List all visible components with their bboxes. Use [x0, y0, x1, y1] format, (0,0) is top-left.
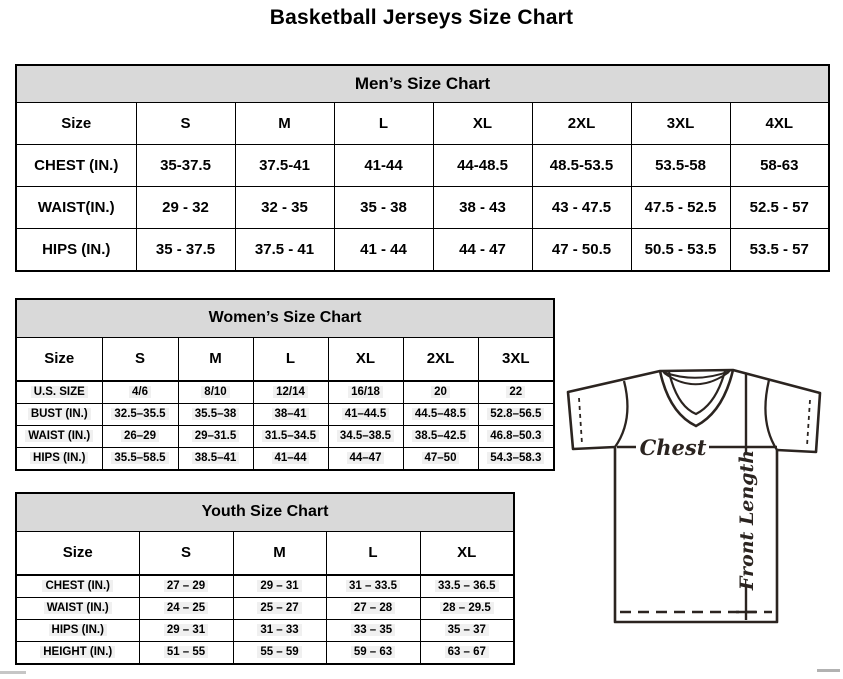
table-cell: 32 - 35 [235, 187, 334, 229]
cell-text: 20 [431, 386, 450, 398]
row-label-text: WAIST (IN.) [44, 602, 112, 614]
column-header: M [235, 103, 334, 145]
cell-text: 46.8–50.3 [487, 430, 544, 442]
womens-table-caption: Women’s Size Chart [16, 299, 554, 338]
table-cell [403, 448, 478, 471]
table-cell: 35 - 37.5 [136, 229, 235, 272]
table-cell [178, 448, 253, 471]
table-cell [139, 575, 233, 598]
table-cell [178, 381, 253, 404]
cell-text: 35.5–38 [192, 408, 240, 420]
cell-text: 26–29 [121, 430, 159, 442]
table-cell [233, 575, 326, 598]
row-label [16, 575, 139, 598]
column-header: 2XL [403, 338, 478, 382]
row-label [16, 642, 139, 665]
column-header: Size [16, 338, 102, 382]
table-cell [233, 642, 326, 665]
cell-text: 27 – 29 [164, 580, 208, 592]
table-cell [253, 426, 328, 448]
column-header: XL [328, 338, 403, 382]
table-cell: 29 - 32 [136, 187, 235, 229]
table-cell: 52.5 - 57 [730, 187, 829, 229]
row-label-text: HEIGHT (IN.) [40, 646, 115, 658]
table-cell [420, 620, 514, 642]
cell-text: 29 – 31 [164, 624, 208, 636]
scrollbar-fragment-left[interactable] [0, 671, 26, 674]
row-label [16, 404, 102, 426]
table-cell [178, 426, 253, 448]
row-label [16, 448, 102, 471]
cell-text: 32.5–35.5 [111, 408, 168, 420]
table-row [16, 448, 554, 471]
table-cell: 53.5-58 [631, 145, 730, 187]
column-header: L [253, 338, 328, 382]
table-cell: 35 - 38 [334, 187, 433, 229]
column-header: XL [420, 532, 514, 576]
cell-text: 25 – 27 [257, 602, 301, 614]
cell-text: 22 [506, 386, 525, 398]
table-cell [139, 598, 233, 620]
cell-text: 51 – 55 [164, 646, 208, 658]
table-row [16, 145, 829, 187]
cell-text: 31 – 33.5 [346, 580, 400, 592]
table-cell [328, 381, 403, 404]
cell-text: 38–41 [272, 408, 310, 420]
cell-text: 52.8–56.5 [487, 408, 544, 420]
youth-size-table [15, 492, 515, 665]
mens-table-caption: Men’s Size Chart [16, 65, 829, 103]
table-cell: 38 - 43 [433, 187, 532, 229]
table-cell [478, 426, 554, 448]
table-cell [102, 426, 178, 448]
table-cell [326, 620, 420, 642]
cell-text: 63 – 67 [445, 646, 489, 658]
cell-text: 8/10 [201, 386, 229, 398]
table-cell [478, 448, 554, 471]
table-cell: 37.5-41 [235, 145, 334, 187]
cell-text: 28 – 29.5 [440, 602, 494, 614]
cell-text: 41–44 [272, 452, 310, 464]
cell-text: 33.5 – 36.5 [435, 580, 499, 592]
table-cell: 41 - 44 [334, 229, 433, 272]
cell-text: 54.3–58.3 [487, 452, 544, 464]
jersey-measurement-diagram [553, 363, 843, 653]
cell-text: 44.5–48.5 [412, 408, 469, 420]
cell-text: 16/18 [348, 386, 383, 398]
table-cell [420, 598, 514, 620]
womens-size-table [15, 298, 555, 471]
column-header: Size [16, 103, 136, 145]
cell-text: 4/6 [129, 386, 151, 398]
table-row [16, 229, 829, 272]
table-cell [326, 642, 420, 665]
row-label: HIPS (IN.) [16, 229, 136, 272]
table-cell [253, 448, 328, 471]
cell-text: 47–50 [422, 452, 460, 464]
table-cell [233, 598, 326, 620]
cell-text: 24 – 25 [164, 602, 208, 614]
table-row [16, 426, 554, 448]
row-label-text: HIPS (IN.) [49, 624, 107, 636]
cell-text: 35 – 37 [445, 624, 489, 636]
scrollbar-fragment-right[interactable] [817, 669, 840, 672]
cell-text: 34.5–38.5 [337, 430, 394, 442]
table-cell [328, 448, 403, 471]
table-cell [478, 381, 554, 404]
table-cell: 35-37.5 [136, 145, 235, 187]
table-cell [102, 381, 178, 404]
table-cell: 44 - 47 [433, 229, 532, 272]
table-cell [233, 620, 326, 642]
table-cell [253, 381, 328, 404]
table-cell: 58-63 [730, 145, 829, 187]
column-header: 2XL [532, 103, 631, 145]
column-header: S [136, 103, 235, 145]
column-header: XL [433, 103, 532, 145]
cell-text: 31 – 33 [257, 624, 301, 636]
cell-text: 12/14 [273, 386, 308, 398]
table-row [16, 642, 514, 665]
table-row [16, 187, 829, 229]
table-cell: 41-44 [334, 145, 433, 187]
row-label-text: U.S. SIZE [31, 386, 88, 398]
cell-text: 29 – 31 [257, 580, 301, 592]
table-row [16, 404, 554, 426]
table-cell [326, 598, 420, 620]
cell-text: 29–31.5 [192, 430, 240, 442]
column-header: L [326, 532, 420, 576]
chest-label: Chest [639, 435, 707, 460]
table-row [16, 381, 554, 404]
table-row [16, 620, 514, 642]
row-label-text: CHEST (IN.) [42, 580, 113, 592]
table-cell: 47.5 - 52.5 [631, 187, 730, 229]
column-header: M [178, 338, 253, 382]
row-label: CHEST (IN.) [16, 145, 136, 187]
table-caption-row [16, 299, 554, 338]
row-label [16, 620, 139, 642]
column-header: M [233, 532, 326, 576]
table-cell [102, 404, 178, 426]
table-cell [328, 426, 403, 448]
table-header-row [16, 532, 514, 576]
table-cell [139, 642, 233, 665]
table-cell: 37.5 - 41 [235, 229, 334, 272]
table-cell [326, 575, 420, 598]
cell-text: 38.5–41 [192, 452, 240, 464]
cell-text: 44–47 [347, 452, 385, 464]
table-cell: 48.5-53.5 [532, 145, 631, 187]
table-cell [102, 448, 178, 471]
row-label [16, 598, 139, 620]
front-length-label: Front Length [736, 449, 758, 591]
mens-size-table [15, 64, 830, 272]
table-cell [139, 620, 233, 642]
table-row [16, 598, 514, 620]
table-cell: 43 - 47.5 [532, 187, 631, 229]
table-cell [403, 381, 478, 404]
column-header: S [102, 338, 178, 382]
column-header: S [139, 532, 233, 576]
table-row [16, 575, 514, 598]
table-cell [328, 404, 403, 426]
table-header-row [16, 338, 554, 382]
row-label-text: HIPS (IN.) [30, 452, 88, 464]
table-cell [420, 575, 514, 598]
cell-text: 59 – 63 [351, 646, 395, 658]
column-header: Size [16, 532, 139, 576]
table-cell [403, 404, 478, 426]
row-label-text: BUST (IN.) [28, 408, 91, 420]
cell-text: 41–44.5 [342, 408, 390, 420]
column-header: 3XL [631, 103, 730, 145]
column-header: 3XL [478, 338, 554, 382]
table-cell [478, 404, 554, 426]
table-header-row [16, 103, 829, 145]
column-header: 4XL [730, 103, 829, 145]
row-label [16, 426, 102, 448]
table-caption-row [16, 493, 514, 532]
row-label [16, 381, 102, 404]
youth-table-caption: Youth Size Chart [16, 493, 514, 532]
table-cell [178, 404, 253, 426]
cell-text: 55 – 59 [257, 646, 301, 658]
row-label-text: WAIST (IN.) [25, 430, 93, 442]
table-cell [253, 404, 328, 426]
cell-text: 27 – 28 [351, 602, 395, 614]
table-cell [403, 426, 478, 448]
table-cell: 47 - 50.5 [532, 229, 631, 272]
table-cell [420, 642, 514, 665]
cell-text: 33 – 35 [351, 624, 395, 636]
table-cell: 53.5 - 57 [730, 229, 829, 272]
table-cell: 50.5 - 53.5 [631, 229, 730, 272]
page-title: Basketball Jerseys Size Chart [269, 6, 574, 29]
column-header: L [334, 103, 433, 145]
jersey-outline [568, 370, 820, 622]
cell-text: 38.5–42.5 [412, 430, 469, 442]
cell-text: 31.5–34.5 [262, 430, 319, 442]
table-cell: 44-48.5 [433, 145, 532, 187]
row-label: WAIST(IN.) [16, 187, 136, 229]
table-caption-row [16, 65, 829, 103]
cell-text: 35.5–58.5 [111, 452, 168, 464]
